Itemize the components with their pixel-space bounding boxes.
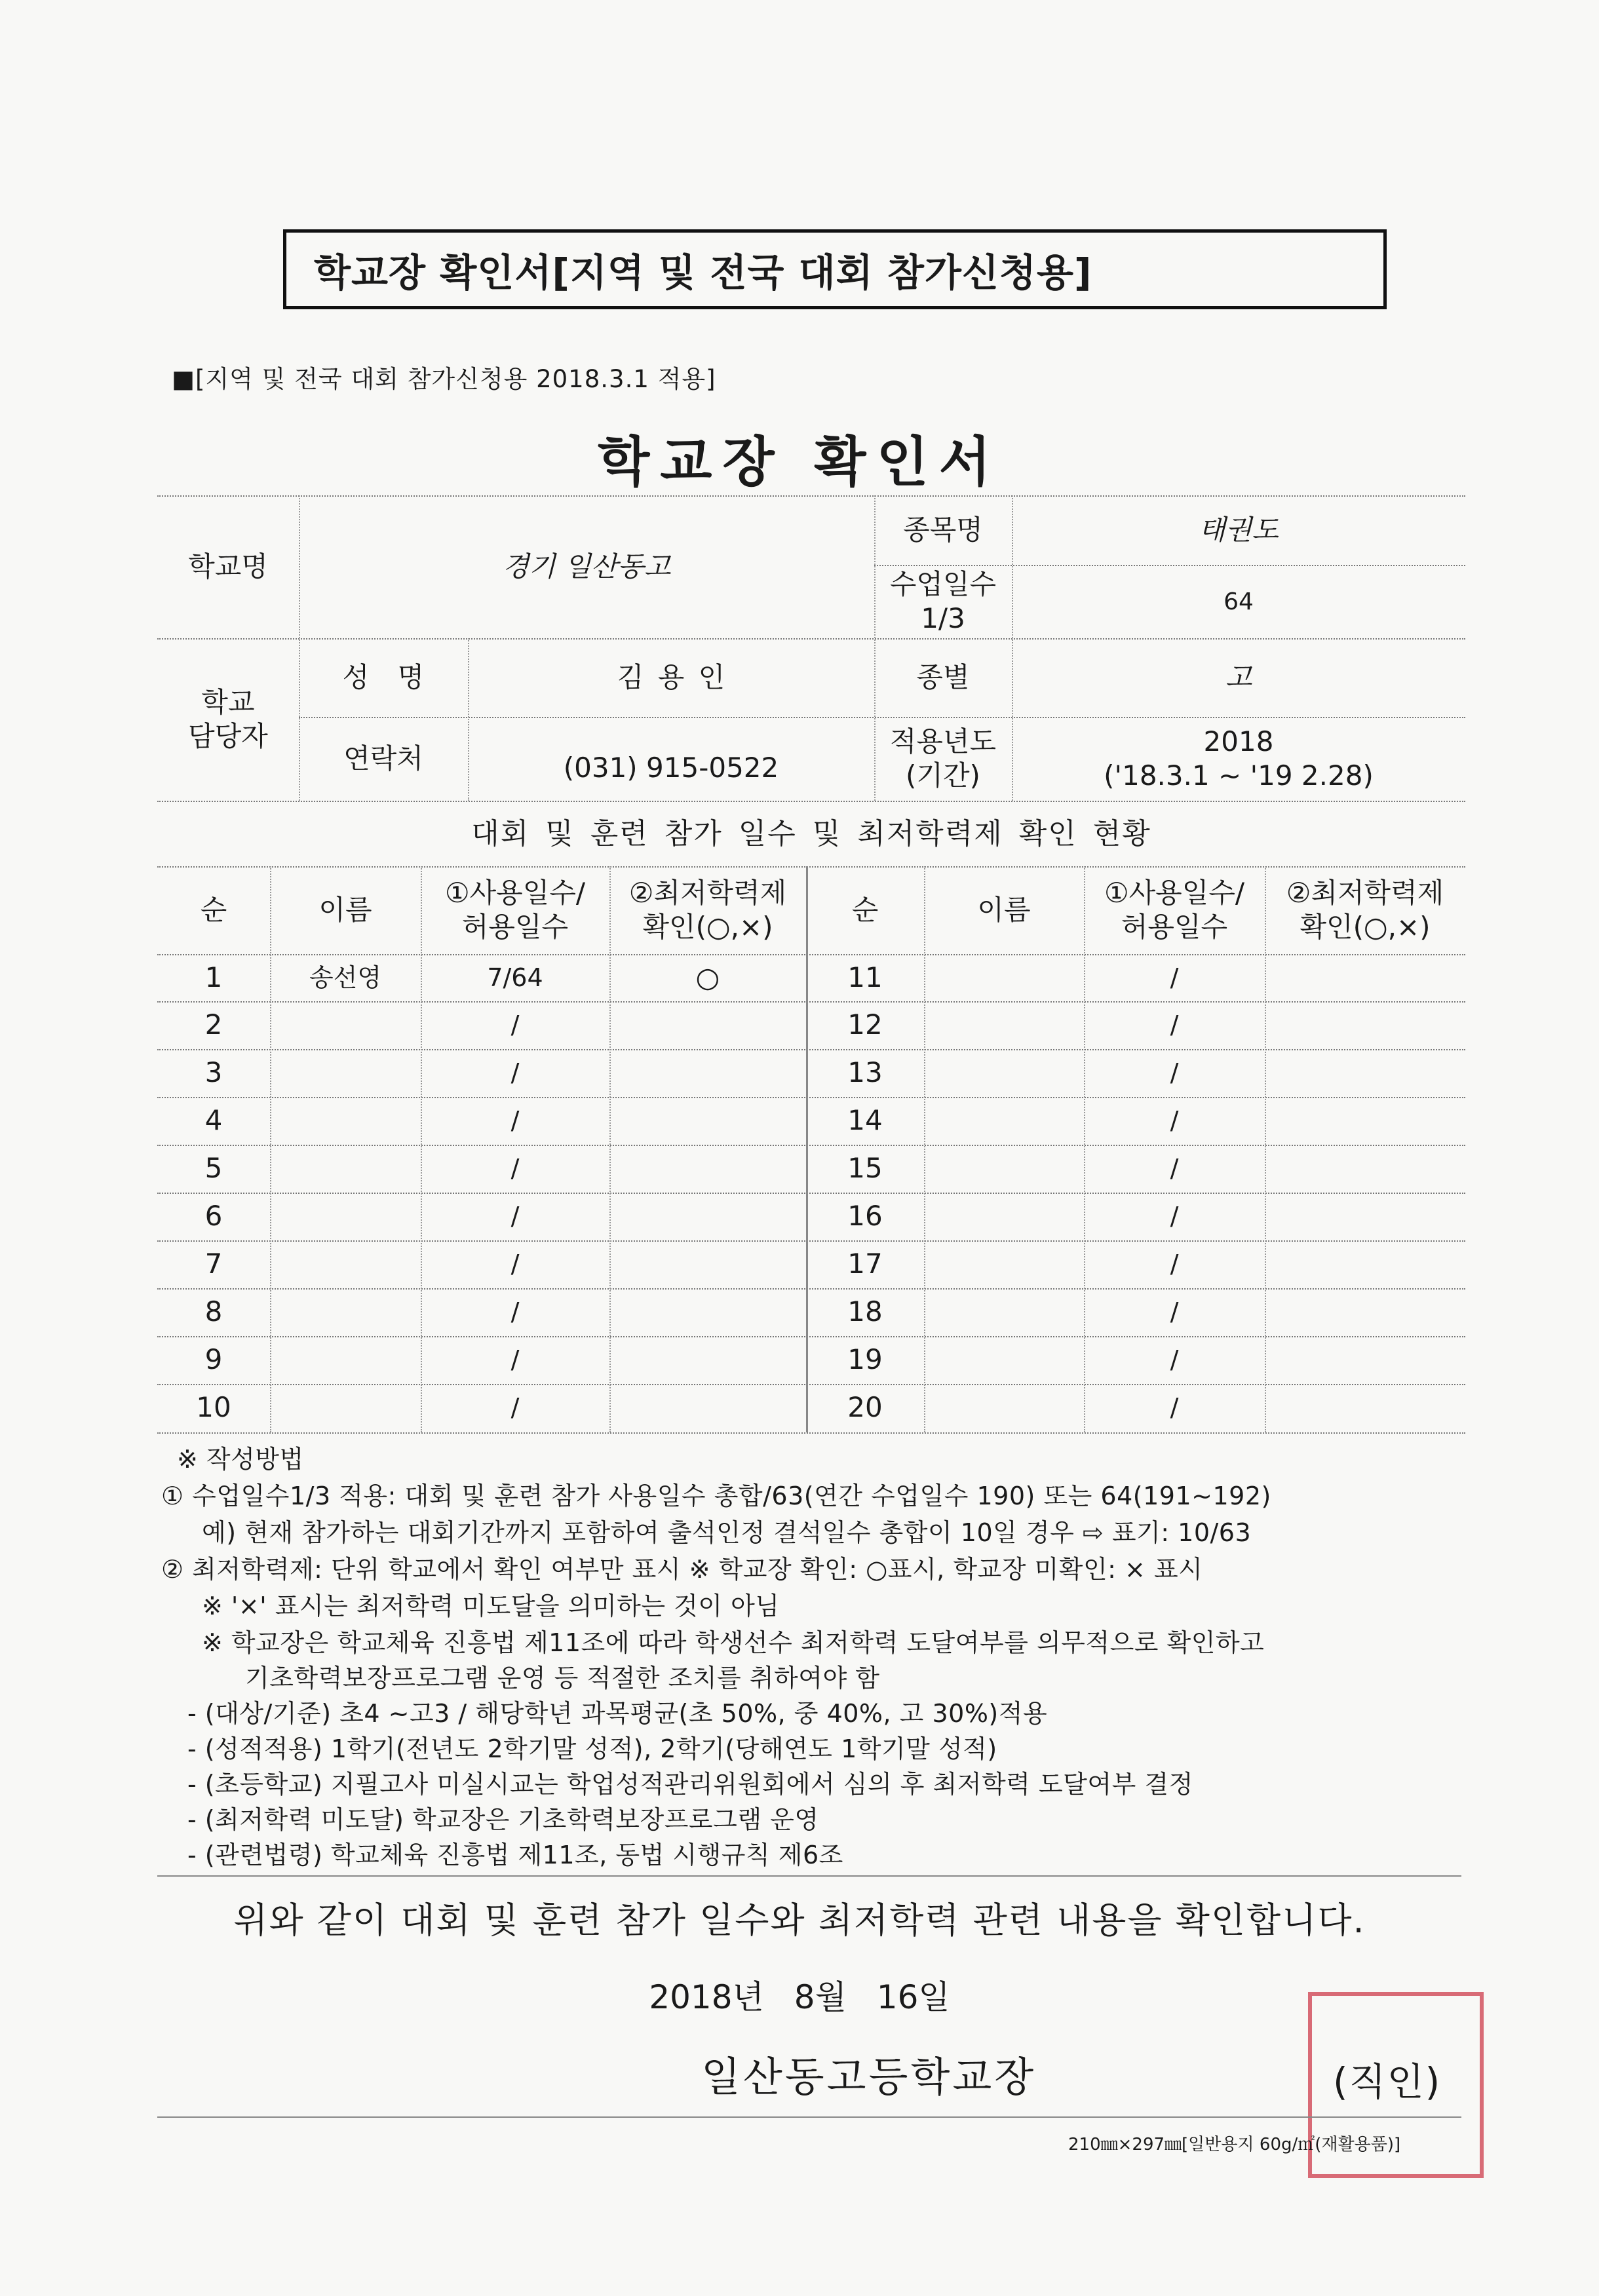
instruction-line: ① 수업일수1/3 적용: 대회 및 훈련 참가 사용일수 총합/63(연간 수업일수 190) 또는 64(191~192) [161, 1482, 1271, 1510]
days-used: / [1170, 1345, 1179, 1374]
days-used: / [511, 1249, 520, 1278]
instruction-line: - (대상/기준) 초4 ~고3 / 해당학년 과목평균(초 50%, 중 40%, 고 30%)적용 [187, 1699, 1048, 1728]
student-name [924, 1288, 1084, 1336]
student-name [270, 1145, 421, 1193]
col-header-name: 이름 [977, 893, 1031, 926]
student-name [924, 1193, 1084, 1240]
status-title: 대회 및 훈련 참가 일수 및 최저학력제 확인 현황 [471, 816, 1151, 851]
apply-year-label: 적용년도 (기간) [889, 725, 997, 792]
minimum-achievement-check [1265, 1336, 1465, 1384]
student-name [270, 1288, 421, 1336]
minimum-achievement-check [1265, 1001, 1465, 1049]
instruction-line: ※ 학교장은 학교체육 진흥법 제11조에 따라 학생선수 최저학력 도달여부를 의무적으로 확인하고 [202, 1628, 1265, 1657]
minimum-achievement-check [1265, 1288, 1465, 1336]
col-header-no: 순 [851, 893, 879, 926]
row-number: 7 [204, 1248, 223, 1280]
row-number: 12 [847, 1008, 883, 1041]
principal-name: 일산동고등학교장 [701, 2053, 1037, 2101]
student-name [270, 1384, 421, 1432]
row-number: 14 [847, 1104, 883, 1137]
student-name [270, 1001, 421, 1049]
minimum-achievement-check [609, 1240, 806, 1288]
student-name [924, 1145, 1084, 1193]
minimum-achievement-check: ○ [695, 961, 720, 994]
minimum-achievement-check [1265, 1384, 1465, 1432]
row-number: 6 [204, 1200, 223, 1233]
row-number: 8 [204, 1295, 223, 1328]
apply-year-value: 2018 ('18.3.1 ~ '19 2.28) [1104, 725, 1374, 792]
days-used: / [511, 1010, 520, 1039]
form-header-title: 학교장 확인서[지역 및 전국 대회 참가신청용] [314, 250, 1092, 295]
col-header-days: ①사용일수/ 허용일수 [444, 876, 586, 943]
days-used: / [1170, 1153, 1179, 1183]
student-name [270, 1097, 421, 1145]
minimum-achievement-check [1265, 1145, 1465, 1193]
col-header-no: 순 [200, 893, 227, 926]
person-name-label: 성 명 [342, 660, 425, 693]
row-number: 11 [847, 961, 883, 994]
row-number: 1 [204, 961, 223, 994]
minimum-achievement-check [609, 1145, 806, 1193]
instruction-line: 기초학력보장프로그램 운영 등 적절한 조치를 취하여야 함 [245, 1664, 880, 1693]
student-name [270, 1193, 421, 1240]
form-header-box [283, 229, 1387, 309]
row-number: 3 [204, 1056, 223, 1089]
student-name [924, 1384, 1084, 1432]
col-header-days: ①사용일수/ 허용일수 [1104, 876, 1245, 943]
instruction-line: ※ 작성방법 [177, 1445, 304, 1474]
category-value: 고 [1225, 660, 1252, 693]
row-number: 15 [847, 1152, 883, 1185]
person-name-value: 김 용 인 [617, 660, 725, 693]
minimum-achievement-check [1265, 1240, 1465, 1288]
instruction-line: - (초등학교) 지필고사 미실시교는 학업성적관리위원회에서 심의 후 최저학력 도달여부 결정 [187, 1770, 1193, 1799]
phone-value: (031) 915-0522 [563, 751, 779, 784]
days-used: / [1170, 963, 1179, 992]
minimum-achievement-check [1265, 1193, 1465, 1240]
minimum-achievement-check [1265, 1049, 1465, 1097]
days-used: / [511, 1392, 520, 1422]
student-name: 송선영 [309, 963, 382, 992]
form-note: ■[지역 및 전국 대회 참가신청용 2018.3.1 적용] [172, 365, 716, 393]
row-number: 2 [204, 1008, 223, 1041]
minimum-achievement-check [609, 1288, 806, 1336]
event-value: 태권도 [1199, 513, 1279, 546]
student-name [924, 1049, 1084, 1097]
minimum-achievement-check [609, 1336, 806, 1384]
days-used: / [1170, 1010, 1179, 1039]
student-name [924, 1097, 1084, 1145]
instruction-line: 예) 현재 참가하는 대회기간까지 포함하여 출석인정 결석일수 총합이 10일 경우 ⇨ 표기: 10/63 [202, 1518, 1252, 1547]
class-days-label: 수업일수 1/3 [889, 567, 997, 634]
minimum-achievement-check [1265, 1097, 1465, 1145]
days-used: / [1170, 1249, 1179, 1278]
instruction-line: - (최저학력 미도달) 학교장은 기초학력보장프로그램 운영 [187, 1805, 819, 1834]
row-number: 4 [204, 1104, 223, 1137]
instruction-line: ② 최저학력제: 단위 학교에서 확인 여부만 표시 ※ 학교장 확인: ○표시, 학교장 미확인: × 표시 [161, 1555, 1203, 1584]
phone-label: 연락처 [343, 742, 423, 775]
minimum-achievement-check [1265, 954, 1465, 1002]
days-used: / [511, 1297, 520, 1326]
student-name [924, 954, 1084, 1002]
confirmation-statement: 위와 같이 대회 및 훈련 참가 일수와 최저학력 관련 내용을 확인합니다. [233, 1900, 1366, 1941]
days-used: / [1170, 1058, 1179, 1087]
col-header-name: 이름 [318, 893, 372, 926]
minimum-achievement-check [609, 1049, 806, 1097]
student-name [924, 1336, 1084, 1384]
page-title: 학교장 확인서 [598, 431, 1001, 493]
event-label: 종목명 [903, 513, 983, 546]
instruction-line: ※ '×' 표시는 최저학력 미도달을 의미하는 것이 아님 [202, 1592, 780, 1620]
days-used: / [511, 1201, 520, 1231]
days-used: / [511, 1153, 520, 1183]
row-number: 18 [847, 1295, 883, 1328]
row-number: 20 [847, 1391, 883, 1424]
row-number: 19 [847, 1343, 883, 1376]
instruction-line: - (성적적용) 1학기(전년도 2학기말 성적), 2학기(당해연도 1학기말 성적) [187, 1734, 997, 1763]
days-used: / [511, 1058, 520, 1087]
school-name-value: 경기 일산동고 [502, 550, 671, 583]
col-header-check: ②최저학력제 확인(○,×) [628, 876, 787, 943]
row-number: 13 [847, 1056, 883, 1089]
row-number: 17 [847, 1248, 883, 1280]
days-used: / [1170, 1105, 1179, 1135]
days-used: / [1170, 1392, 1179, 1422]
days-used: 7/64 [487, 963, 543, 992]
student-name [270, 1240, 421, 1288]
student-name [270, 1049, 421, 1097]
paper-spec: 210㎜×297㎜[일반용지 60g/㎡(재활용품)] [1068, 2135, 1401, 2154]
contact-person-label: 학교 담당자 [188, 685, 268, 752]
row-number: 5 [204, 1152, 223, 1185]
school-name-label: 학교명 [188, 550, 268, 583]
student-name [924, 1240, 1084, 1288]
student-name [270, 1336, 421, 1384]
minimum-achievement-check [609, 1384, 806, 1432]
row-number: 16 [847, 1200, 883, 1233]
days-used: / [1170, 1297, 1179, 1326]
class-days-value: 64 [1223, 588, 1254, 615]
days-used: / [511, 1105, 520, 1135]
seal-label: (직인) [1333, 2059, 1442, 2104]
minimum-achievement-check [609, 1001, 806, 1049]
col-header-check: ②최저학력제 확인(○,×) [1286, 876, 1444, 943]
days-used: / [511, 1345, 520, 1374]
category-label: 종별 [916, 660, 970, 693]
student-name [924, 1001, 1084, 1049]
days-used: / [1170, 1201, 1179, 1231]
issue-date: 2018년 8월 16일 [649, 1978, 950, 2016]
row-number: 10 [196, 1391, 231, 1424]
minimum-achievement-check [609, 1193, 806, 1240]
minimum-achievement-check [609, 1097, 806, 1145]
row-number: 9 [204, 1343, 223, 1376]
instruction-line: - (관련법령) 학교체육 진흥법 제11조, 동법 시행규칙 제6조 [187, 1841, 843, 1869]
